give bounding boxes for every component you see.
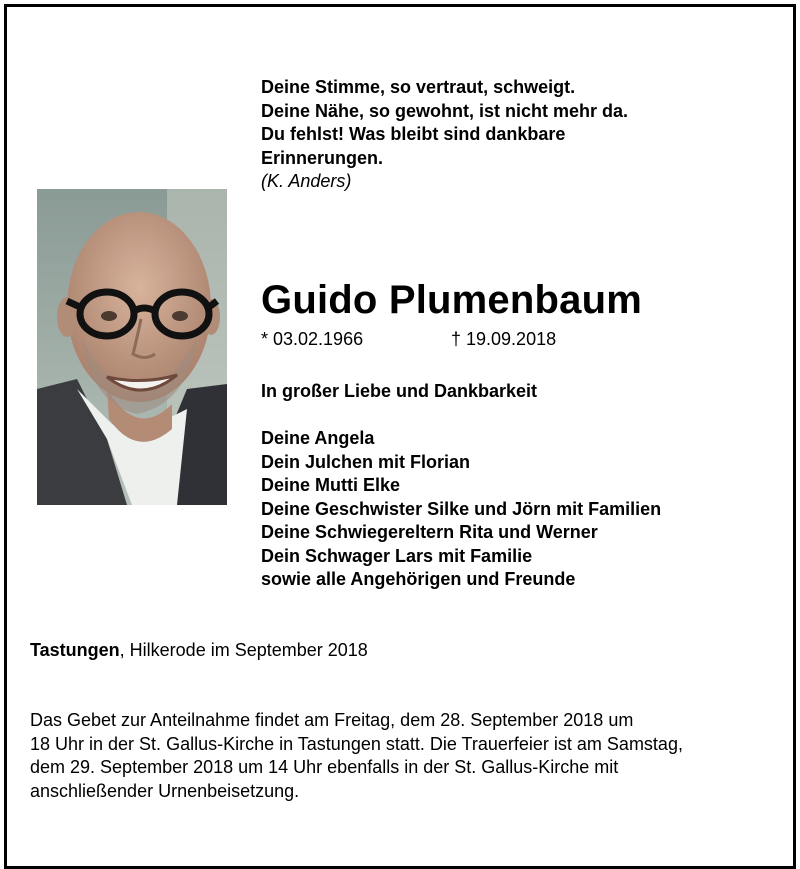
mourner-line: Deine Angela: [261, 428, 375, 448]
place-town: Tastungen: [30, 640, 120, 660]
mourner-line: Deine Schwiegereltern Rita und Werner: [261, 522, 598, 542]
tagline: In großer Liebe und Dankbarkeit: [261, 381, 538, 401]
portrait-photo: [37, 189, 227, 505]
poem-line: Deine Stimme, so vertraut, schweigt.: [261, 77, 576, 97]
poem: [261, 76, 628, 194]
notice-line: dem 29. September 2018 um 14 Uhr ebenfalls in der St. Gallus-Kirche mit: [30, 757, 619, 777]
deceased-name: Guido Plumenbaum: [261, 278, 642, 322]
poem-author: (K. Anders): [261, 171, 352, 191]
mourner-line: Dein Julchen mit Florian: [261, 451, 471, 472]
poem-line: Deine Nähe, so gewohnt, ist nicht mehr da.: [261, 100, 629, 121]
mourner-line: Deine Mutti Elke: [261, 475, 401, 495]
place-date-line: [30, 639, 368, 661]
life-dates: [261, 328, 557, 350]
notice-line: Das Gebet zur Anteilnahme findet am Freitag, dem 28. September 2018 um: [30, 710, 634, 730]
place-rest: , Hilkerode im September 2018: [119, 640, 368, 660]
notice-line: 18 Uhr in der St. Gallus-Kirche in Tastungen statt. Die Trauerfeier ist am Samstag,: [30, 733, 683, 754]
notice-line: anschließender Urnenbeisetzung.: [30, 780, 300, 801]
mourner-line: sowie alle Angehörigen und Freunde: [261, 569, 576, 589]
service-notice: [30, 709, 780, 803]
birth-date: * 03.02.1966: [261, 329, 364, 349]
death-date: † 19.09.2018: [451, 329, 557, 349]
mourner-line: Deine Geschwister Silke und Jörn mit Familien: [261, 498, 662, 519]
poem-line: Du fehlst! Was bleibt sind dankbare: [261, 124, 566, 144]
mourner-line: Dein Schwager Lars mit Familie: [261, 545, 533, 566]
poem-line: Erinnerungen.: [261, 147, 384, 168]
mourners-list: [261, 427, 661, 592]
